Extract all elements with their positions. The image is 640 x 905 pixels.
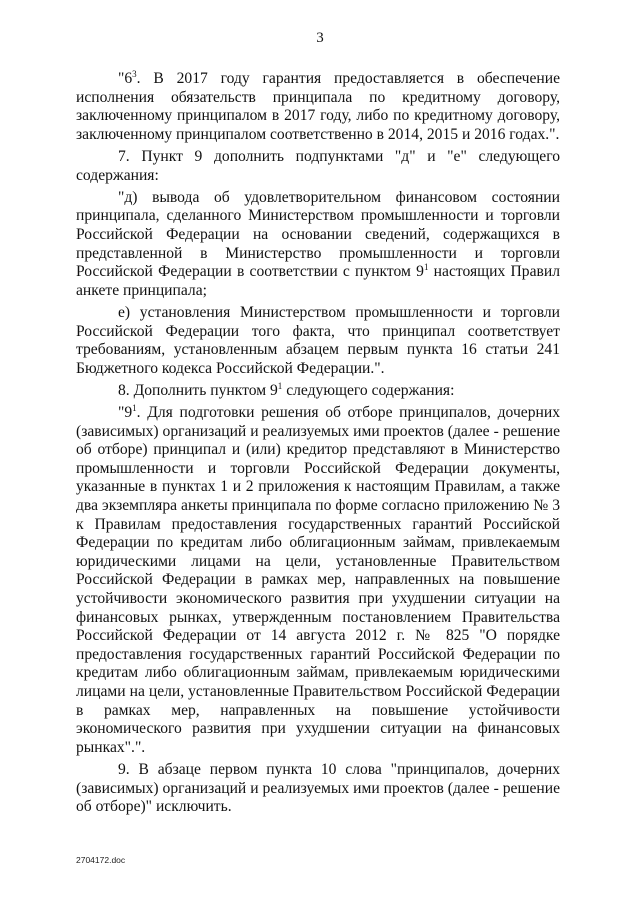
paragraph-9-1: "$9^1$. Для подготовки решения об отборе принципалов, дочерних (зависимых) организаций и реализуемых ими проектов (далее - решение об отборе) принципал и (или) кредитор представляют в Министерство промышленности и торговли Российской Федерации документы, указанные в пунктах 1 и 2 приложения к настоящим Правилам, а также два экземпляра анкеты принципала по форме согласно приложению № 3 к Правилам предоставления государственных гарантий Российской Федерации по кредитам либо облигационным займам, привлекаемым юридическими лицами на цели, установленные Правительством Российской Федерации в рамках мер, направленных на повышение устойчивости экономического развития при ухудшении ситуации на финансовых рынках, утвержденным постановлением Правительства Российской Федерации от 14 августа 2012 г. № 825 "О порядке предоставления государственных гарантий Российской Федерации по кредитам либо облигационным займам, привлекаемым юридическими лицами на цели, установленные Правительством Российской Федерации в рамках мер, направленных на повышение устойчивости экономического развития при ухудшении ситуации на финансовых рынках".".: [76, 402, 560, 756]
paragraph-item-9: 9. В абзаце первом пункта 10 слова "принципалов, дочерних (зависимых) организаций и реализуемых ими проектов (далее - решение об отборе)" исключить.: [76, 760, 560, 816]
paragraph-6-3: "$6^3$. В 2017 году гарантия предоставляется в обеспечение исполнения обязательств принципала по кредитному договору, заключенному принципалом в 2017 году, либо по кредитному договору, заключенному принципалом соответственно в 2014, 2015 и 2016 годах.".: [76, 68, 560, 143]
document-body: [76, 70, 560, 820]
page-number: 3: [316, 30, 324, 46]
paragraph-subitem-e: е) установления Министерством промышленности и торговли Российской Федерации того факта, что принципал соответствует требованиям, установленным абзацем первым пункта 16 статьи 241 Бюджетного кодекса Российской Федерации.".: [76, 303, 560, 377]
footer-file-code: 2704172.doc: [76, 855, 126, 865]
paragraph-item-7: 7. Пункт 9 дополнить подпунктами "д" и "е" следующего содержания:: [76, 147, 560, 184]
paragraph-item-8: 8. Дополнить пунктом $9^1$ следующего содержания:: [118, 380, 455, 399]
paragraph-subitem-d: "д) вывода об удовлетворительном финансовом состоянии принципала, сделанного Министерством промышленности и торговли Российской Федерации на основании сведений, содержащихся в представленной в Министерство промышленности и торговли Российской Федерации в соответствии с пунктом $9^1$ настоящих Правил анкете принципала;: [76, 188, 560, 299]
